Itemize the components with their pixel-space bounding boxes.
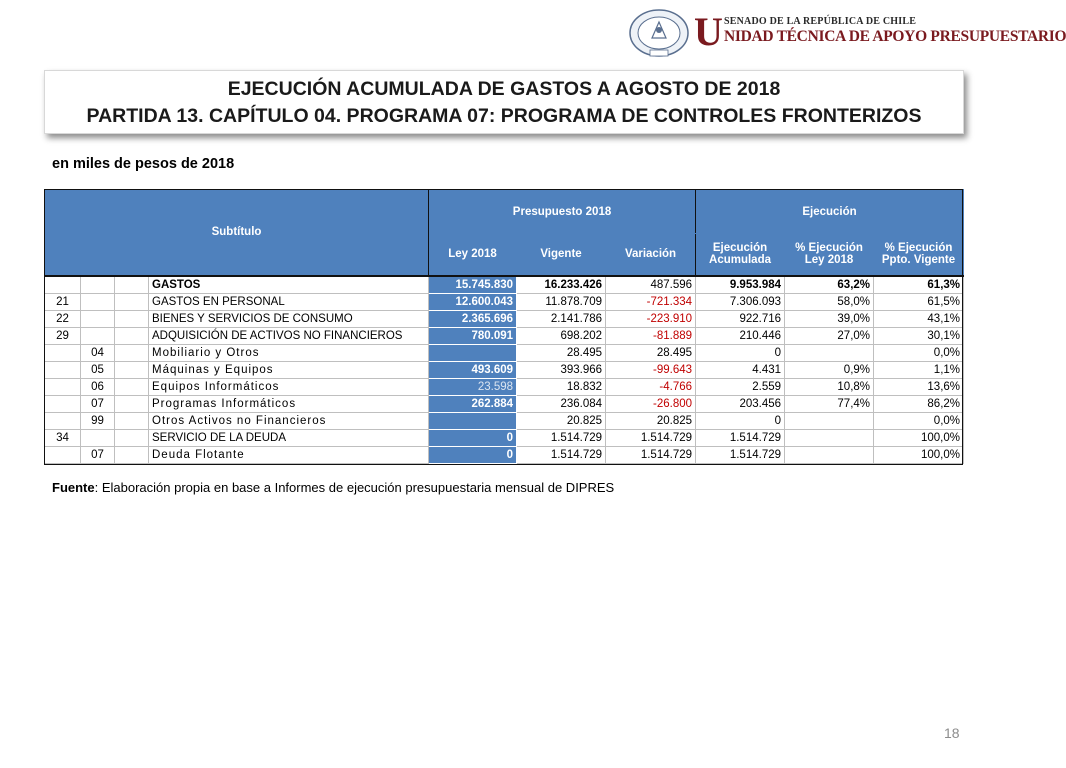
cell-name: Deuda Flotante <box>149 446 429 463</box>
cell-vigente: 698.202 <box>517 327 606 344</box>
cell-variacion: -4.766 <box>606 378 696 395</box>
cell-vigente: 1.514.729 <box>517 446 606 463</box>
cell-item: 99 <box>81 412 115 429</box>
cell-item: 06 <box>81 378 115 395</box>
cell-pct-vigente: 43,1% <box>874 310 964 327</box>
table-row <box>45 327 964 344</box>
cell-ejecucion: 9.953.984 <box>696 276 785 294</box>
unidad-tecnica-logo <box>628 8 1066 58</box>
cell-pct-ley: 27,0% <box>785 327 874 344</box>
cell-ley: 23.598 <box>429 378 517 395</box>
cell-subtitulo: 29 <box>45 327 81 344</box>
cell-pct-vigente: 61,5% <box>874 293 964 310</box>
table-row <box>45 361 964 378</box>
cell-pct-vigente: 100,0% <box>874 446 964 463</box>
cell-ley: 493.609 <box>429 361 517 378</box>
cell-item <box>81 310 115 327</box>
cell-name: BIENES Y SERVICIOS DE CONSUMO <box>149 310 429 327</box>
cell-name: Equipos Informáticos <box>149 378 429 395</box>
cell-vigente: 20.825 <box>517 412 606 429</box>
cell-name: Otros Activos no Financieros <box>149 412 429 429</box>
cell-ejecucion: 1.514.729 <box>696 446 785 463</box>
cell-spacer <box>115 429 149 446</box>
cell-pct-ley <box>785 446 874 463</box>
cell-variacion: 487.596 <box>606 276 696 294</box>
header-subtitulo: Subtítulo <box>45 190 429 276</box>
cell-pct-vigente: 0,0% <box>874 344 964 361</box>
cell-spacer <box>115 361 149 378</box>
units-label: en miles de pesos de 2018 <box>52 156 235 172</box>
cell-vigente: 16.233.426 <box>517 276 606 294</box>
cell-name: GASTOS <box>149 276 429 294</box>
budget-table <box>44 189 964 464</box>
cell-subtitulo <box>45 378 81 395</box>
cell-ejecucion: 210.446 <box>696 327 785 344</box>
cell-ley: 0 <box>429 429 517 446</box>
cell-variacion: -721.334 <box>606 293 696 310</box>
cell-ejecucion: 1.514.729 <box>696 429 785 446</box>
cell-subtitulo <box>45 344 81 361</box>
cell-vigente: 18.832 <box>517 378 606 395</box>
cell-pct-ley <box>785 412 874 429</box>
table-row <box>45 378 964 395</box>
cell-spacer <box>115 276 149 294</box>
source-label: Fuente <box>52 480 95 495</box>
cell-variacion: 28.495 <box>606 344 696 361</box>
table-row <box>45 310 964 327</box>
cell-pct-vigente: 13,6% <box>874 378 964 395</box>
cell-variacion: -81.889 <box>606 327 696 344</box>
cell-pct-vigente: 61,3% <box>874 276 964 294</box>
cell-variacion: -26.800 <box>606 395 696 412</box>
header-ley: Ley 2018 <box>429 234 517 276</box>
cell-name: SERVICIO DE LA DEUDA <box>149 429 429 446</box>
cell-ejecucion: 7.306.093 <box>696 293 785 310</box>
cell-pct-ley <box>785 429 874 446</box>
cell-ley: 12.600.043 <box>429 293 517 310</box>
cell-name: GASTOS EN PERSONAL <box>149 293 429 310</box>
cell-pct-ley: 63,2% <box>785 276 874 294</box>
cell-subtitulo <box>45 412 81 429</box>
header-presupuesto: Presupuesto 2018 <box>429 190 696 234</box>
title-box <box>44 70 964 134</box>
cell-variacion: 1.514.729 <box>606 446 696 463</box>
brand-top-text: SENADO DE LA REPÚBLICA DE CHILE <box>724 16 917 27</box>
cell-item: 07 <box>81 446 115 463</box>
cell-item: 07 <box>81 395 115 412</box>
cell-item <box>81 293 115 310</box>
cell-spacer <box>115 446 149 463</box>
header-pct-ley-l2: Ley 2018 <box>804 254 854 267</box>
cell-variacion: 20.825 <box>606 412 696 429</box>
header-pct-vigente-l1: % Ejecución <box>884 242 953 255</box>
cell-item <box>81 276 115 294</box>
cell-pct-ley: 58,0% <box>785 293 874 310</box>
cell-variacion: -99.643 <box>606 361 696 378</box>
table-row <box>45 412 964 429</box>
cell-ejecucion: 4.431 <box>696 361 785 378</box>
header-vigente: Vigente <box>517 234 606 276</box>
header-ejec-acumulada-l1: Ejecución <box>712 242 768 255</box>
cell-pct-vigente: 100,0% <box>874 429 964 446</box>
cell-name: Máquinas y Equipos <box>149 361 429 378</box>
cell-subtitulo: 21 <box>45 293 81 310</box>
cell-ley: 780.091 <box>429 327 517 344</box>
cell-spacer <box>115 412 149 429</box>
header-ejecucion: Ejecución <box>696 190 964 234</box>
cell-item: 05 <box>81 361 115 378</box>
cell-item <box>81 327 115 344</box>
cell-pct-ley <box>785 344 874 361</box>
cell-spacer <box>115 344 149 361</box>
cell-spacer <box>115 395 149 412</box>
title-line-1: EJECUCIÓN ACUMULADA DE GASTOS A AGOSTO DE 2018 <box>227 78 781 100</box>
cell-variacion: 1.514.729 <box>606 429 696 446</box>
cell-pct-vigente: 1,1% <box>874 361 964 378</box>
title-line-2: PARTIDA 13. CAPÍTULO 04. PROGRAMA 07: PROGRAMA DE CONTROLES FRONTERIZOS <box>86 105 922 127</box>
source-note <box>52 480 614 495</box>
cell-ley <box>429 344 517 361</box>
cell-spacer <box>115 378 149 395</box>
cell-ejecucion: 0 <box>696 412 785 429</box>
cell-vigente: 28.495 <box>517 344 606 361</box>
cell-pct-ley: 77,4% <box>785 395 874 412</box>
cell-pct-ley: 0,9% <box>785 361 874 378</box>
header-pct-ley <box>785 234 874 276</box>
page-number: 18 <box>944 725 960 741</box>
cell-ley: 15.745.830 <box>429 276 517 294</box>
table-row <box>45 293 964 310</box>
header-ejec-acumulada-l2: Acumulada <box>709 254 772 267</box>
table-row <box>45 446 964 463</box>
cell-pct-ley: 10,8% <box>785 378 874 395</box>
cell-pct-vigente: 30,1% <box>874 327 964 344</box>
cell-pct-vigente: 0,0% <box>874 412 964 429</box>
header-pct-vigente-l2: Ppto. Vigente <box>881 254 956 267</box>
cell-pct-ley: 39,0% <box>785 310 874 327</box>
cell-subtitulo: 22 <box>45 310 81 327</box>
cell-spacer <box>115 310 149 327</box>
cell-ley: 0 <box>429 446 517 463</box>
cell-pct-vigente: 86,2% <box>874 395 964 412</box>
cell-name: Programas Informáticos <box>149 395 429 412</box>
cell-subtitulo <box>45 446 81 463</box>
cell-subtitulo: 34 <box>45 429 81 446</box>
cell-variacion: -223.910 <box>606 310 696 327</box>
table-row <box>45 429 964 446</box>
cell-name: Mobiliario y Otros <box>149 344 429 361</box>
cell-subtitulo <box>45 361 81 378</box>
cell-ejecucion: 0 <box>696 344 785 361</box>
cell-spacer <box>115 327 149 344</box>
cell-spacer <box>115 293 149 310</box>
cell-subtitulo <box>45 395 81 412</box>
cell-item <box>81 429 115 446</box>
cell-ley: 2.365.696 <box>429 310 517 327</box>
brand-initial: U <box>694 9 723 54</box>
cell-vigente: 393.966 <box>517 361 606 378</box>
table-row <box>45 276 964 294</box>
header-ejec-acumulada <box>696 234 785 276</box>
brand-bottom-text: NIDAD TÉCNICA DE APOYO PRESUPUESTARIO <box>724 28 1066 45</box>
senado-seal-icon <box>628 8 690 58</box>
cell-vigente: 236.084 <box>517 395 606 412</box>
table-row <box>45 395 964 412</box>
cell-ejecucion: 2.559 <box>696 378 785 395</box>
cell-name: ADQUISICIÓN DE ACTIVOS NO FINANCIEROS <box>149 327 429 344</box>
header-variacion: Variación <box>606 234 696 276</box>
header-pct-ley-l1: % Ejecución <box>795 242 863 255</box>
source-text: : Elaboración propia en base a Informes de ejecución presupuestaria mensual de DIPRES <box>94 480 615 495</box>
cell-ejecucion: 203.456 <box>696 395 785 412</box>
cell-ley: 262.884 <box>429 395 517 412</box>
cell-vigente: 11.878.709 <box>517 293 606 310</box>
table-row <box>45 344 964 361</box>
cell-subtitulo <box>45 276 81 294</box>
cell-ejecucion: 922.716 <box>696 310 785 327</box>
cell-vigente: 1.514.729 <box>517 429 606 446</box>
cell-vigente: 2.141.786 <box>517 310 606 327</box>
header-pct-vigente <box>874 234 964 276</box>
cell-item: 04 <box>81 344 115 361</box>
cell-ley <box>429 412 517 429</box>
